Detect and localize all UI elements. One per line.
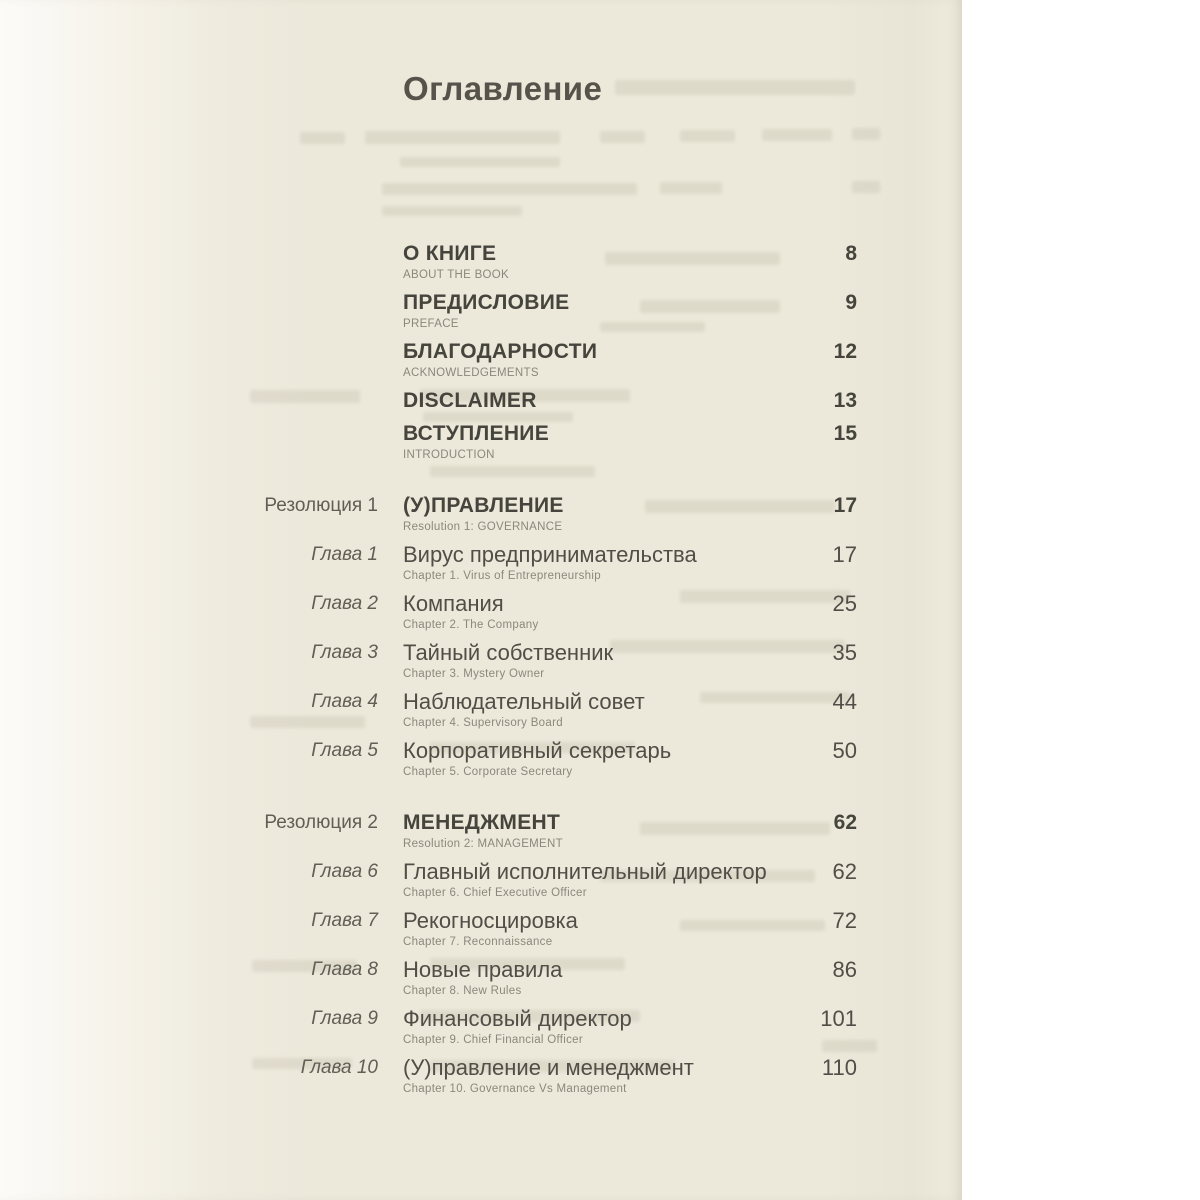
toc-entry-chapter-9	[245, 1005, 857, 1048]
entry-title: Главный исполнительный директор	[403, 859, 767, 884]
section-page-number: 17	[833, 494, 857, 517]
chapter-label: Глава 1	[311, 544, 378, 565]
entry-subtitle: Chapter 8. New Rules	[403, 985, 522, 997]
section-page-number: 62	[833, 811, 857, 834]
toc-entry-about	[245, 240, 857, 283]
toc-entry-chapter-6	[245, 858, 857, 901]
chapter-label: Глава 9	[311, 1008, 378, 1029]
section-label: Резолюция 1	[264, 495, 378, 516]
section-subtitle: Resolution 2: MANAGEMENT	[403, 838, 563, 850]
chapter-label: Глава 8	[311, 959, 378, 980]
entry-page-number: 72	[832, 908, 857, 933]
toc-entry-chapter-8	[245, 956, 857, 999]
section-label: Резолюция 2	[264, 812, 378, 833]
table-of-contents	[245, 240, 857, 1103]
entry-page-number: 17	[832, 542, 857, 567]
entry-subtitle: ACKNOWLEDGEMENTS	[403, 367, 539, 379]
entry-page-number: 86	[832, 957, 857, 982]
entry-title: ВСТУПЛЕНИЕ	[403, 422, 550, 445]
entry-page-number: 8	[845, 242, 857, 265]
entry-subtitle: Chapter 2. The Company	[403, 619, 539, 631]
entry-title: (У)правление и менеджмент	[403, 1055, 694, 1080]
entry-subtitle: Chapter 3. Mystery Owner	[403, 668, 545, 680]
entry-page-number: 25	[832, 591, 857, 616]
chapter-label: Глава 7	[311, 910, 378, 931]
entry-page-number: 35	[832, 640, 857, 665]
entry-title: Компания	[403, 591, 504, 616]
toc-entry-disclaimer	[245, 387, 857, 414]
entry-subtitle: Chapter 6. Chief Executive Officer	[403, 887, 587, 899]
chapter-label: Глава 10	[300, 1057, 378, 1078]
section-subtitle: Resolution 1: GOVERNANCE	[403, 521, 563, 533]
entry-title: Корпоративный секретарь	[403, 738, 672, 763]
entry-subtitle: INTRODUCTION	[403, 449, 495, 461]
entry-title: Финансовый директор	[403, 1006, 632, 1031]
toc-entry-acknowledgements	[245, 338, 857, 381]
toc-section-resolution-1	[245, 492, 857, 535]
toc-entry-introduction	[245, 420, 857, 463]
entry-label	[245, 420, 378, 423]
entry-title: Наблюдательный совет	[403, 689, 645, 714]
entry-title: БЛАГОДАРНОСТИ	[403, 340, 598, 363]
entry-page-number: 9	[845, 291, 857, 314]
entry-page-number: 101	[820, 1006, 857, 1031]
entry-title: Новые правила	[403, 957, 563, 982]
entry-page-number: 12	[833, 340, 857, 363]
entry-label	[245, 387, 378, 390]
toc-entry-chapter-4	[245, 688, 857, 731]
entry-subtitle: ABOUT THE BOOK	[403, 269, 510, 281]
entry-subtitle: Chapter 7. Reconnaissance	[403, 936, 553, 948]
entry-title: Вирус предпринимательства	[403, 542, 697, 567]
entry-label	[245, 338, 378, 341]
entry-subtitle: Chapter 10. Governance Vs Management	[403, 1083, 627, 1095]
entry-subtitle: Chapter 5. Corporate Secretary	[403, 766, 573, 778]
entry-page-number: 110	[821, 1055, 857, 1080]
entry-subtitle: Chapter 4. Supervisory Board	[403, 717, 563, 729]
toc-entry-chapter-2	[245, 590, 857, 633]
chapter-label: Глава 5	[311, 740, 378, 761]
page-title: Оглавление	[403, 70, 603, 107]
entry-page-number: 44	[832, 689, 857, 714]
toc-entry-chapter-10	[245, 1054, 857, 1097]
toc-entry-preface	[245, 289, 857, 332]
entry-page-number: 15	[833, 422, 857, 445]
chapter-label: Глава 3	[311, 642, 378, 663]
entry-page-number: 62	[832, 859, 857, 884]
entry-label	[245, 240, 378, 243]
chapter-label: Глава 4	[311, 691, 378, 712]
toc-entry-chapter-3	[245, 639, 857, 682]
entry-title: DISCLAIMER	[403, 389, 537, 412]
entry-title: ПРЕДИСЛОВИЕ	[403, 291, 570, 314]
entry-page-number: 13	[833, 389, 857, 412]
section-title: МЕНЕДЖМЕНТ	[403, 811, 561, 834]
section-title: (У)ПРАВЛЕНИЕ	[403, 494, 564, 517]
entry-subtitle: Chapter 1. Virus of Entrepreneurship	[403, 570, 601, 582]
entry-subtitle: Chapter 9. Chief Financial Officer	[403, 1034, 584, 1046]
chapter-label: Глава 6	[311, 861, 378, 882]
toc-entry-chapter-5	[245, 737, 857, 780]
toc-section-resolution-2	[245, 809, 857, 852]
chapter-label: Глава 2	[311, 593, 378, 614]
entry-title: Рекогносцировка	[403, 908, 578, 933]
entry-label	[245, 289, 378, 292]
entry-title: О КНИГЕ	[403, 242, 497, 265]
entry-page-number: 50	[832, 738, 857, 763]
toc-entry-chapter-1	[245, 541, 857, 584]
entry-subtitle: PREFACE	[403, 318, 459, 330]
toc-entry-chapter-7	[245, 907, 857, 950]
entry-title: Тайный собственник	[403, 640, 614, 665]
